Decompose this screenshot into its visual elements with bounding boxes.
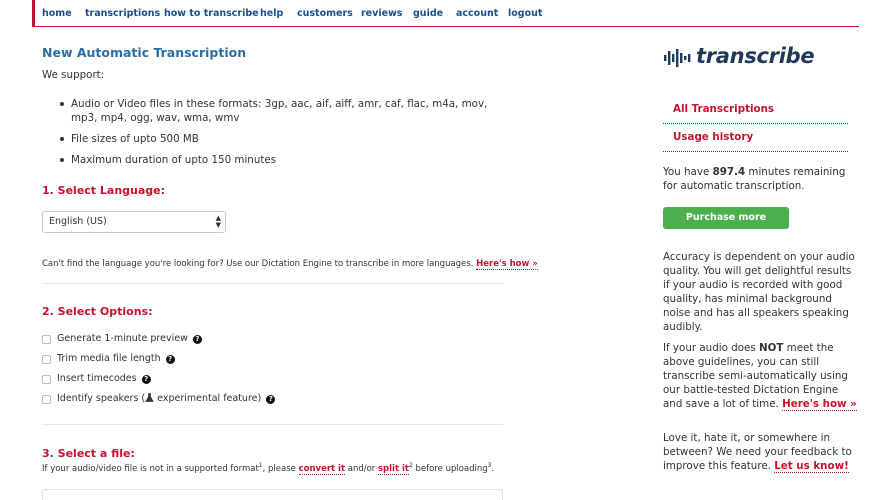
nav-account[interactable]: account <box>456 8 499 19</box>
divider <box>42 283 503 284</box>
footnote-ref: 1 <box>258 462 263 469</box>
nav-logout[interactable]: logout <box>508 8 543 19</box>
option-label-pre: Identify speakers ( <box>57 393 146 404</box>
speakers-checkbox[interactable] <box>42 395 51 404</box>
divider <box>663 151 848 152</box>
select-arrows-icon: ▲ ▼ <box>215 214 221 229</box>
format-note-text: before uploading <box>412 463 488 474</box>
question-circle-icon[interactable]: ? <box>193 335 202 344</box>
usage-history-link[interactable]: Usage history <box>673 131 754 143</box>
option-label: Trim media file length <box>57 353 161 364</box>
step2-heading: 2. Select Options: <box>42 305 153 318</box>
guideline-emphasis: NOT <box>758 342 784 354</box>
divider <box>663 123 848 124</box>
page-title: New Automatic Transcription <box>42 45 247 60</box>
remaining-minutes-value: 897.4 <box>712 166 746 178</box>
accuracy-text: Accuracy is dependent on your audio quality. You will get delightful results if your audio is recorded with good quality, has minimal background noise and has all speakers speaking audibly. <box>663 251 855 333</box>
language-select-value: English (US) <box>49 216 107 227</box>
format-note-text: If your audio/video file is not in a supported format <box>42 463 259 474</box>
language-select[interactable] <box>42 211 226 233</box>
question-circle-icon[interactable]: ? <box>166 355 175 364</box>
support-list <box>58 97 508 174</box>
trim-checkbox[interactable] <box>42 355 51 364</box>
format-note <box>42 462 494 474</box>
feedback-text <box>663 431 858 473</box>
divider <box>42 424 503 425</box>
list-item: Maximum duration of upto 150 minutes <box>58 153 508 167</box>
step1-heading: 1. Select Language: <box>42 184 166 197</box>
step3-heading: 3. Select a file: <box>42 447 135 460</box>
guideline-text: meet the above guidelines, you can still transcribe semi-automatically using our battle-tested Dictation Engine and save a lot of time. <box>663 342 848 410</box>
timecodes-checkbox[interactable] <box>42 375 51 384</box>
feedback-message: Love it, hate it, or somewhere in between? We need your feedback to improve this feature. <box>663 432 852 472</box>
guideline-text: If your audio does <box>663 342 759 354</box>
guidelines-text <box>663 341 858 411</box>
preview-checkbox[interactable] <box>42 335 51 344</box>
support-intro: We support: <box>42 69 105 81</box>
logo-waveform-icon <box>663 45 693 71</box>
question-circle-icon[interactable]: ? <box>266 395 275 404</box>
nav-guide[interactable]: guide <box>413 8 444 19</box>
format-note-text: , please <box>262 463 299 474</box>
purchase-minutes-button[interactable]: Purchase more minutes <box>663 207 789 229</box>
logo-text: transcribe <box>696 44 815 68</box>
nav-customers[interactable]: customers <box>297 8 353 19</box>
top-nav <box>32 0 859 27</box>
question-circle-icon[interactable]: ? <box>142 375 151 384</box>
flask-icon <box>145 393 154 402</box>
file-upload-area[interactable] <box>42 489 503 500</box>
all-transcriptions-link[interactable]: All Transcriptions <box>673 103 775 115</box>
nav-help[interactable]: help <box>260 8 284 19</box>
format-note-text: . <box>491 463 495 474</box>
list-item: Audio or Video files in these formats: 3gp, aac, aif, aiff, amr, caf, flac, m4a, mov, mp3, mp4, ogg, wav, wma, wmv <box>58 97 508 125</box>
nav-how-to-transcribe[interactable]: how to transcribe <box>164 8 259 19</box>
language-hint <box>42 259 538 269</box>
guideline-link[interactable]: Here's how » <box>782 398 857 410</box>
convert-link[interactable]: convert it <box>298 463 346 474</box>
format-note-text: and/or <box>345 463 378 474</box>
nav-transcriptions[interactable]: transcriptions <box>85 8 161 19</box>
nav-reviews[interactable]: reviews <box>361 8 403 19</box>
list-item: File sizes of upto 500 MB <box>58 132 508 146</box>
minutes-remaining <box>663 165 858 193</box>
remaining-text: You have <box>663 166 713 178</box>
option-label: Generate 1-minute preview <box>57 333 188 344</box>
remaining-text: minutes remaining for automatic transcription. <box>663 166 846 192</box>
option-label-post: experimental feature) <box>154 393 262 404</box>
feedback-link[interactable]: Let us know! <box>774 460 849 472</box>
language-hint-text: Can't find the language you're looking for? Use our Dictation Engine to transcribe in more languages. <box>42 259 474 269</box>
nav-home[interactable]: home <box>42 8 72 19</box>
footnote-ref: 3 <box>487 462 492 469</box>
split-link[interactable]: split it <box>378 463 409 474</box>
language-hint-link[interactable]: Here's how » <box>476 259 538 269</box>
option-label: Insert timecodes <box>57 373 137 384</box>
footnote-ref: 2 <box>408 462 413 469</box>
